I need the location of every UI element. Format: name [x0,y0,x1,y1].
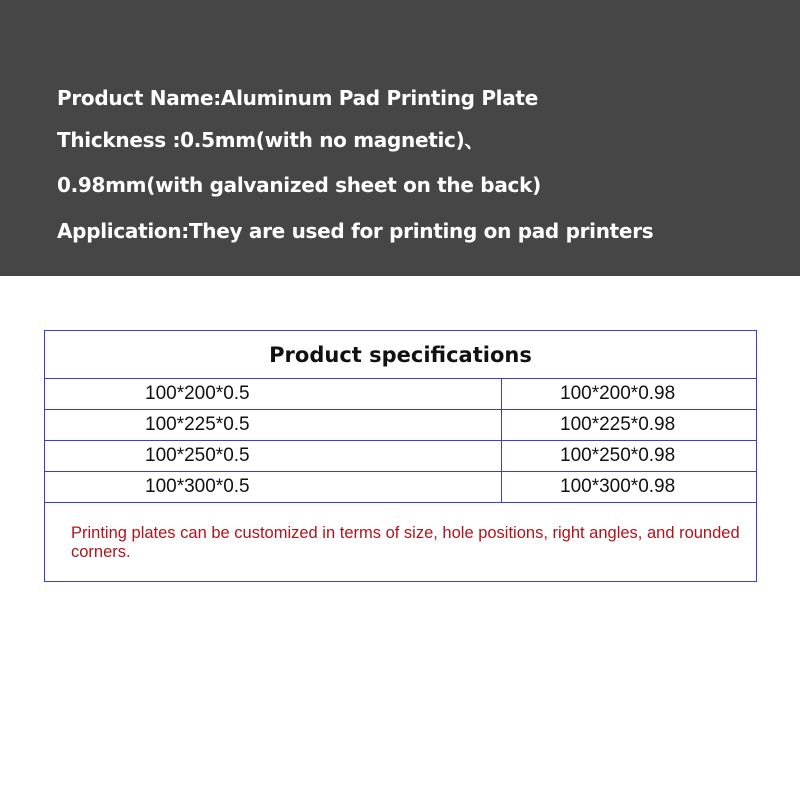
spec-cell: 100*300*0.98 [502,472,757,503]
thickness-line: Thickness :0.5mm(with no magnetic)、 [57,128,485,152]
spec-box [44,330,757,582]
table-row [45,472,757,503]
spec-cell: 100*250*0.98 [502,441,757,472]
table-row [45,379,757,410]
info-header [0,0,800,276]
thickness-alt-line: 0.98mm(with galvanized sheet on the back) [57,173,541,197]
customization-note: Printing plates can be customized in terms of size, hole positions, right angles, and rounded corners. [71,524,740,561]
spec-cell: 100*200*0.98 [502,379,757,410]
spec-table [44,378,757,503]
table-row [45,441,757,472]
spec-title: Product specifications [269,342,532,367]
application-line: Application:They are used for printing on pad printers [57,219,654,243]
spec-cell: 100*225*0.5 [45,410,502,441]
spec-cell: 100*300*0.5 [45,472,502,503]
spec-cell: 100*225*0.98 [502,410,757,441]
spec-cell: 100*200*0.5 [45,379,502,410]
spec-cell: 100*250*0.5 [45,441,502,472]
table-row [45,410,757,441]
product-name: Product Name:Aluminum Pad Printing Plate [57,86,538,110]
